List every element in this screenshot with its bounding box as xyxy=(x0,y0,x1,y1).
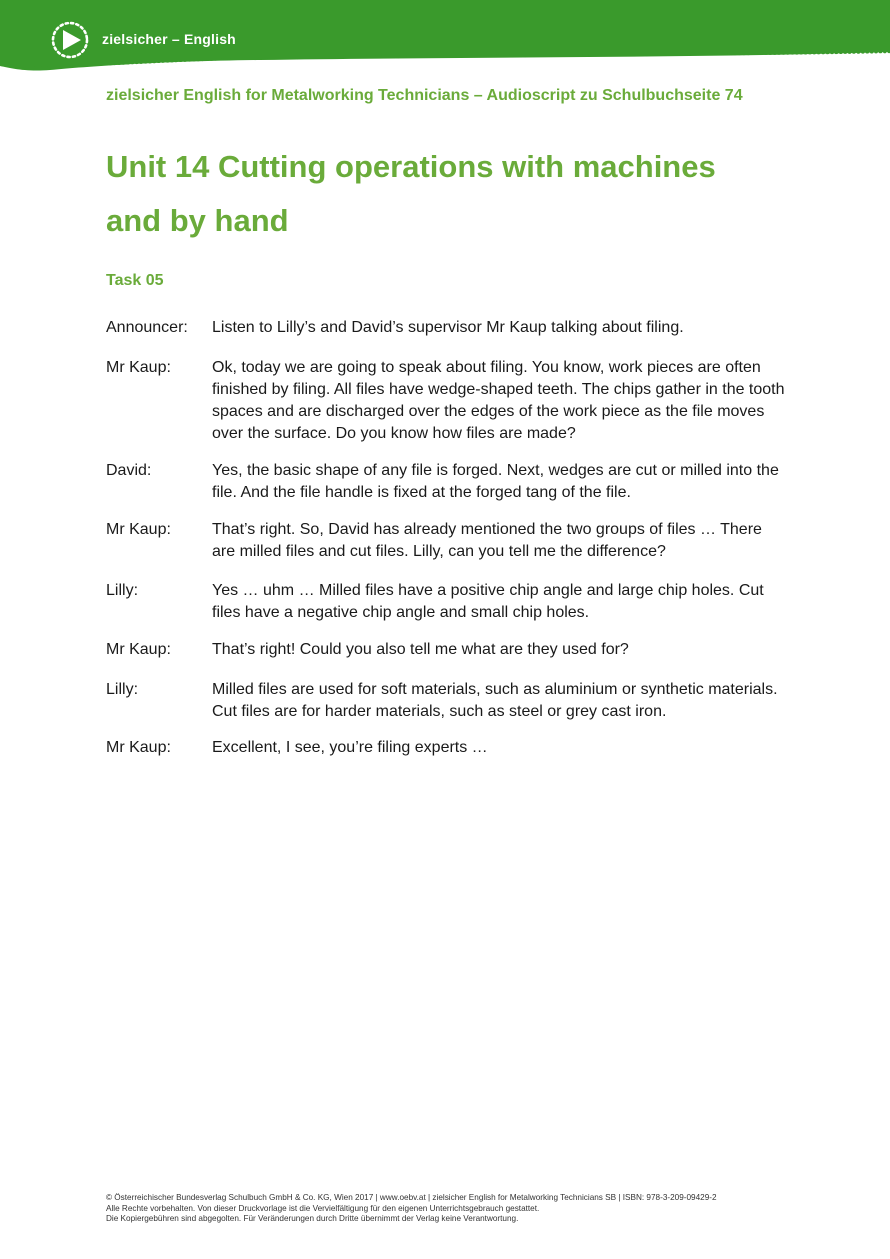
speaker: Mr Kaup: xyxy=(106,739,171,756)
page-subtitle: zielsicher English for Metalworking Technicians – Audioscript zu Schulbuchseite 74 xyxy=(106,87,743,104)
dialogue-line xyxy=(106,639,786,661)
dialogue-line xyxy=(106,679,786,723)
dialogue-line xyxy=(106,357,786,445)
dialogue-line xyxy=(106,519,786,563)
speaker: Mr Kaup: xyxy=(106,521,171,538)
dialogue-line xyxy=(106,580,786,624)
page-title xyxy=(106,140,806,248)
speech: That’s right! Could you also tell me what are they used for? xyxy=(212,641,629,658)
footer-line: Alle Rechte vorbehalten. Von dieser Druckvorlage ist die Vervielfältigung für den eigenen Unterrichtsgebrauch gestattet. xyxy=(106,1203,540,1213)
speaker: Mr Kaup: xyxy=(106,641,171,658)
footer-line: Die Kopiergebühren sind abgegolten. Für Veränderungen durch Dritte übernimmt der Verlag keine Verantwortung. xyxy=(106,1214,519,1223)
speaker: Announcer: xyxy=(106,319,188,336)
task-label: Task 05 xyxy=(106,272,164,289)
speech: Yes, the basic shape of any file is forged. Next, wedges are cut or milled into the file. And the file handle is fixed at the forged tang of the file. xyxy=(212,462,779,501)
footer-line: © Österreichischer Bundesverlag Schulbuch GmbH & Co. KG, Wien 2017 | www.oebv.at | zielsicher English for Metalworking Technicians SB | ISBN: 978-3-209-09429-2 xyxy=(106,1193,717,1202)
brand-label: zielsicher – English xyxy=(102,31,236,47)
title-line-2: and by hand xyxy=(106,203,289,238)
dialogue xyxy=(106,317,786,759)
speech: Milled files are used for soft materials, such as aluminium or synthetic materials. Cut files are for harder materials, such as steel or grey cast iron. xyxy=(212,681,778,720)
title-line-1: Unit 14 Cutting operations with machines xyxy=(106,149,716,184)
speaker: Lilly: xyxy=(106,681,139,698)
copyright-footer xyxy=(106,1193,806,1225)
speech: Yes … uhm … Milled files have a positive chip angle and large chip holes. Cut files have a negative chip angle and small chip holes. xyxy=(212,582,764,621)
speech: Excellent, I see, you’re filing experts … xyxy=(212,739,488,756)
dialogue-line xyxy=(106,317,786,339)
speaker: David: xyxy=(106,462,152,479)
speech: Listen to Lilly’s and David’s supervisor Mr Kaup talking about filing. xyxy=(212,319,684,336)
dialogue-line xyxy=(106,460,786,504)
speaker: Lilly: xyxy=(106,582,139,599)
dialogue-line xyxy=(106,737,786,759)
speech: Ok, today we are going to speak about filing. You know, work pieces are often finished by filing. All files have wedge-shaped teeth. The chips gather in the tooth spaces and are discharged over the edges of the work piece as the file moves over the surface. Do you know how files are made? xyxy=(212,359,785,442)
speaker: Mr Kaup: xyxy=(106,359,171,376)
header-banner xyxy=(0,0,890,80)
speech: That’s right. So, David has already mentioned the two groups of files … There are milled files and cut files. Lilly, can you tell me the difference? xyxy=(212,521,762,560)
